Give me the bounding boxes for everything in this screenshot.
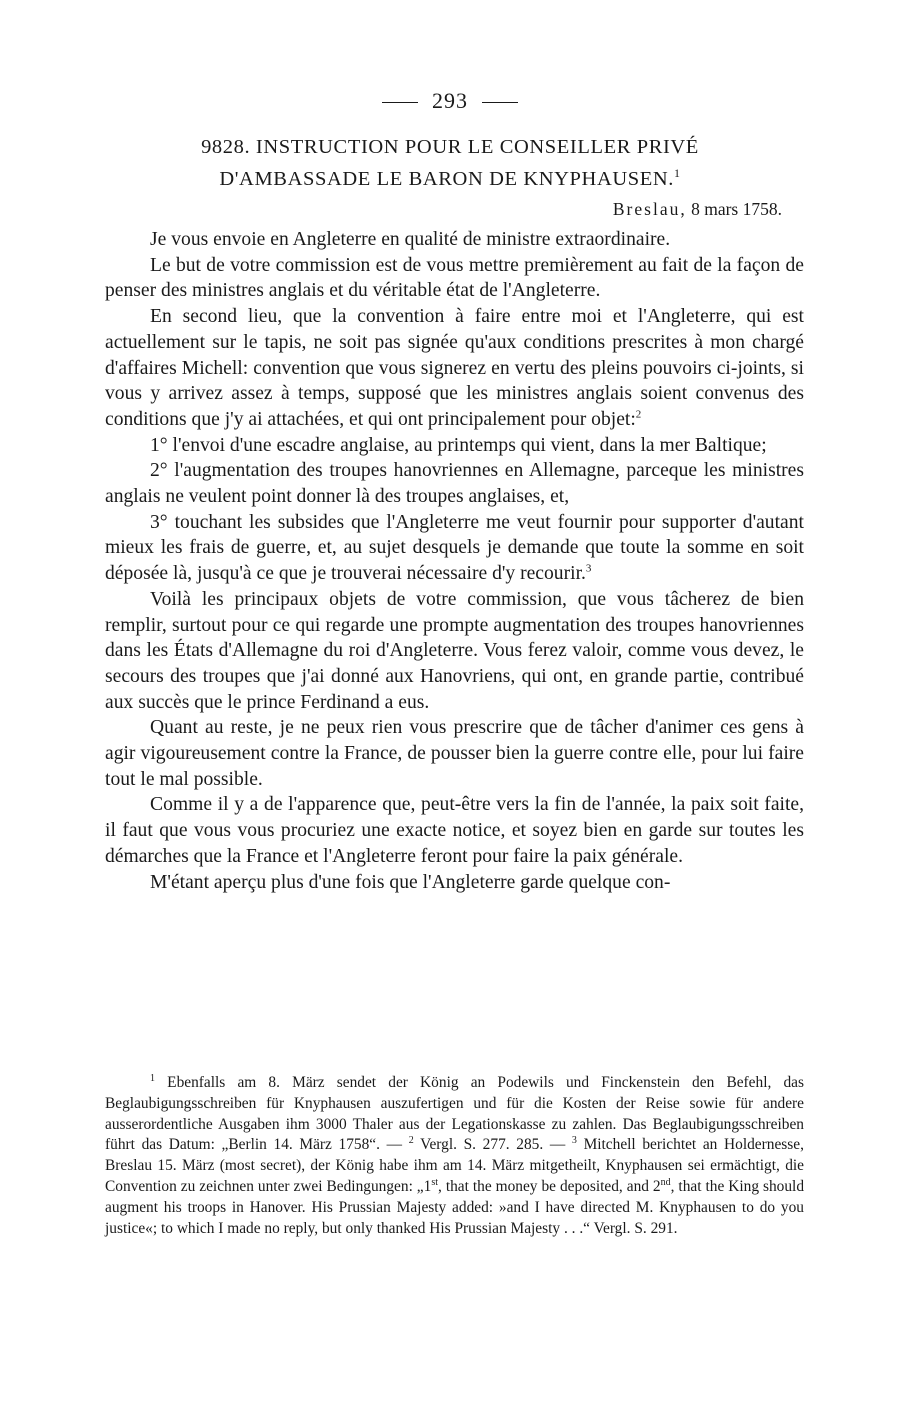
footnote-ref-3: 3 [585,562,592,575]
paragraph-9: Comme il y a de l'apparence que, peut-être vers la fin de l'année, la paix soit faite, il faut que vous vous procuriez une exacte notice, et soyez bien en garde sur toutes les démarches que la France et l'Angleterre feront pour faire la paix générale. [105,794,804,867]
document-heading [100,134,800,192]
heading-line-2 [100,160,800,192]
paragraph-6-text: 3° touchant les subsides que l'Angleterre me veut fournir pour supporter d'autant mieux les frais de guerre, et, au sujet desquels je demande que toute la somme en soit déposée là, jusqu'à ce que je trouverai nécessaire d'y recourir. [105,511,804,585]
paragraph-3 [105,304,804,433]
footnote-1-text: Ebenfalls am 8. März sendet der König an Podewils und Finckenstein den Befehl, das Beglaubigungsschreiben für Knyphausen auszufertigen und für die Kosten der Reise sowie für andere ausserordentliche Ausgaben ihm 3000 Thaler aus der Legationskasse zu zahlen. Das Beglaubigungsschreiben führt das Datum: „Berlin 14. März 1758“. — [105,1074,804,1154]
page-number [0,88,900,114]
left-dash [382,102,418,103]
paragraph-4: 1° l'envoi d'une escadre anglaise, au printemps qui vient, dans la mer Baltique; [150,434,767,456]
footnote-mark-2: 2 [408,1135,414,1147]
paragraph-6 [105,510,804,587]
footnotes [105,1073,804,1239]
dateline-date: 8 mars 1758. [691,199,782,219]
page-number-text: 293 [432,88,468,113]
footnote-mark-1: 1 [150,1072,155,1084]
paragraph-5: 2° l'augmentation des troupes hanovriennes en Allemagne, parceque les ministres anglais ne veulent point donner là des troupes anglaises, et, [105,460,804,508]
footnote-3-text-a: Mitchell berichtet an Holdernesse, Breslau 15. März (most secret), der König habe ihm am 14. März mitgetheilt, Knyphausen sei ermächtigt, die Convention zu zeichnen unter zwei Bedingungen: „1 [105,1136,804,1195]
paragraph-8: Quant au reste, je ne peux rien vous prescrire que de tâcher d'animer ces gens à agir vigoureusement contre la France, de pousser bien la guerre contre elle, pour lui faire tout le mal possible. [105,717,804,790]
footnote-3-text-b: , that the money be deposited, and 2 [438,1177,661,1195]
dateline-place: Breslau, [612,199,687,219]
footnote-3-text-c: , that the King should augment his troops in Hanover. His Prussian Majesty added: »and I have directed M. Knyphausen to do you justice«; to which I made no reply, but only thanked His Prussian Majesty . . .“ Vergl. S. 291. [105,1177,805,1237]
footnote-sup-nd: nd [660,1176,671,1188]
footnote-sup-st: st [431,1176,439,1188]
heading-line-2-text: D'AMBASSADE LE BARON DE KNYPHAUSEN. [219,167,675,190]
dateline [613,199,782,220]
paragraph-7: Voilà les principaux objets de votre commission, que vous tâcherez de bien remplir, surtout pour ce qui regarde une prompte augmentation des troupes hanovriennes dans les États d'Allemagne du roi d'Angleterre. Vous ferez valoir, comme vous devez, le secours des troupes que j'ai donné aux Hanovriens, qui ont, en grande partie, contribué aux succès que le prince Ferdinand a eus. [105,588,804,713]
footnote-ref-2: 2 [635,408,642,421]
paragraph-3-text: En second lieu, que la convention à faire entre moi et l'Angleterre, qui est actuellement sur le tapis, ne soit pas signée qu'aux conditions prescrites à mon chargé d'affaires Michell: convention que vous signerez en vertu des pleins pouvoirs ci-joints, si vous y arrivez assez à temps, supposé que les ministres anglais soient convenus des conditions que j'y ai attachées, et qui ont principalement pour objet: [105,306,804,430]
right-dash [482,102,518,103]
footnote-block [105,1073,804,1239]
heading-line-1: 9828. INSTRUCTION POUR LE CONSEILLER PRIVÉ [201,136,699,158]
letter-body [105,227,804,895]
heading-footnote-mark: 1 [674,166,681,180]
footnote-mark-3: 3 [571,1135,577,1147]
paragraph-2: Le but de votre commission est de vous mettre premièrement au fait de la façon de penser des ministres anglais et du véritable état de l'Angleterre. [105,254,804,302]
paragraph-1: Je vous envoie en Angleterre en qualité de ministre extraordinaire. [150,229,671,250]
paragraph-10: M'étant aperçu plus d'une fois que l'Angleterre garde quelque con- [150,871,671,893]
footnote-2-text: Vergl. S. 277. 285. — [420,1136,566,1154]
